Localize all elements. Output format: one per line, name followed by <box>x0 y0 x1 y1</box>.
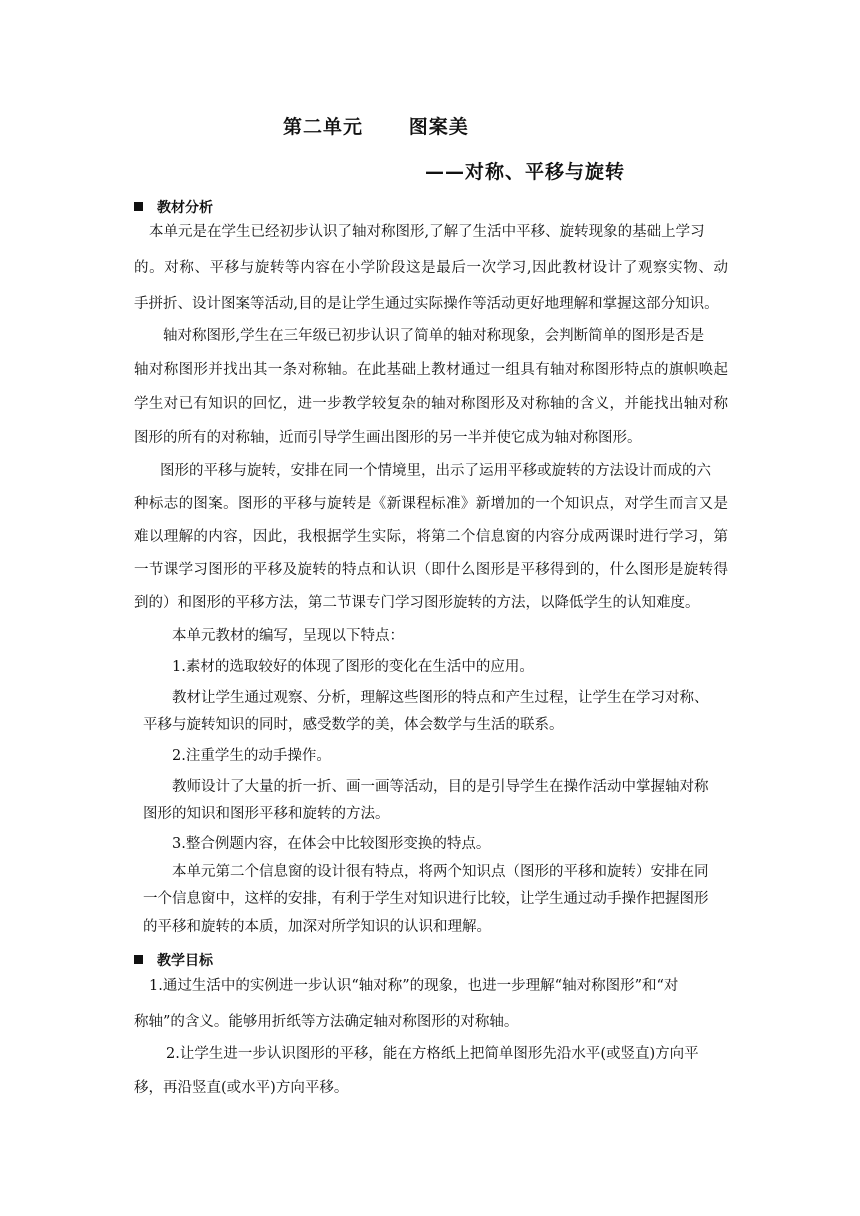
paragraph-line: 学生对已有知识的回忆，进一步教学较复杂的轴对称图形及对称轴的含义，并能找出轴对称 <box>134 396 728 412</box>
paragraph-line: 轴对称图形并找出其一条对称轴。在此基础上教材通过一组具有轴对称图形特点的旗帜唤起 <box>134 362 728 378</box>
paragraph-line: 手拼折、设计图案等活动,目的是让学生通过实际操作等活动更好地理解和掌握这部分知识。 <box>134 296 719 312</box>
paragraph-line: 轴对称图形,学生在三年级已初步认识了简单的轴对称现象，会判断简单的图形是否是 <box>163 328 705 344</box>
section-heading-label: 教学目标 <box>157 953 213 969</box>
paragraph-line: 称轴”的含义。能够用折纸等方法确定轴对称图形的对称轴。 <box>134 1014 519 1030</box>
paragraph-line: 到的）和图形的平移方法，第二节课专门学习图形旋转的方法，以降低学生的认知难度。 <box>134 595 700 611</box>
paragraph-line: 教材让学生通过观察、分析，理解这些图形的特点和产生过程，让学生在学习对称、 <box>172 690 709 706</box>
paragraph-line: 2.让学生进一步认识图形的平移，能在方格纸上把简单图形先沿水平(或竖直)方向平 <box>166 1046 699 1062</box>
paragraph-line: 本单元是在学生已经初步认识了轴对称图形,了解了生活中平移、旋转现象的基础上学习 <box>149 224 705 240</box>
paragraph-line: 平移与旋转知识的同时，感受数学的美，体会数学与生活的联系。 <box>143 717 564 733</box>
section-heading-label: 教材分析 <box>157 200 213 216</box>
square-bullet-icon <box>134 202 143 211</box>
paragraph-line: 图形的所有的对称轴，近而引导学生画出图形的另一半并使它成为轴对称图形。 <box>134 430 642 446</box>
page-subtitle: ——对称、平移与旋转 <box>425 161 626 183</box>
paragraph-line: 教师设计了大量的折一折、画一画等活动，目的是引导学生在操作活动中掌握轴对称 <box>172 779 709 795</box>
paragraph-line: 难以理解的内容，因此，我根据学生实际，将第二个信息窗的内容分成两课时进行学习，第 <box>134 529 728 545</box>
paragraph-line: 的平移和旋转的本质，加深对所学知识的认识和理解。 <box>143 919 491 935</box>
paragraph-line: 图形的平移与旋转，安排在同一个情境里，出示了运用平移或旋转的方法设计而成的六 <box>160 463 711 479</box>
paragraph-line: 3.整合例题内容，在体会中比较图形变换的特点。 <box>172 836 491 852</box>
paragraph-line: 2.注重学生的动手操作。 <box>172 748 331 764</box>
paragraph-line: 的。对称、平移与旋转等内容在小学阶段这是最后一次学习,因此教材设计了观察实物、动 <box>134 260 728 276</box>
paragraph-line: 本单元教材的编写，呈现以下特点： <box>172 628 404 644</box>
square-bullet-icon <box>134 955 143 964</box>
paragraph-line: 一节课学习图形的平移及旋转的特点和认识（即什么图形是平移得到的，什么图形是旋转得 <box>134 562 728 578</box>
section-heading-objectives <box>134 950 213 970</box>
paragraph-line: 一个信息窗中，这样的安排，有利于学生对知识进行比较，让学生通过动手操作把握图形 <box>143 891 709 907</box>
paragraph-line: 1.通过生活中的实例进一步认识“轴对称”的现象，也进一步理解“轴对称图形”和“对 <box>149 978 679 994</box>
page-title: 第二单元 图案美 <box>283 116 469 138</box>
paragraph-line: 种标志的图案。图形的平移与旋转是《新课程标准》新增加的一个知识点，对学生而言又是 <box>134 496 728 512</box>
section-heading-analysis <box>134 197 213 217</box>
paragraph-line: 1.素材的选取较好的体现了图形的变化在生活中的应用。 <box>172 659 534 675</box>
paragraph-line: 移，再沿竖直(或水平)方向平移。 <box>134 1080 349 1096</box>
paragraph-line: 图形的知识和图形平移和旋转的方法。 <box>143 806 390 822</box>
paragraph-line: 本单元第二个信息窗的设计很有特点，将两个知识点（图形的平移和旋转）安排在同 <box>172 864 709 880</box>
